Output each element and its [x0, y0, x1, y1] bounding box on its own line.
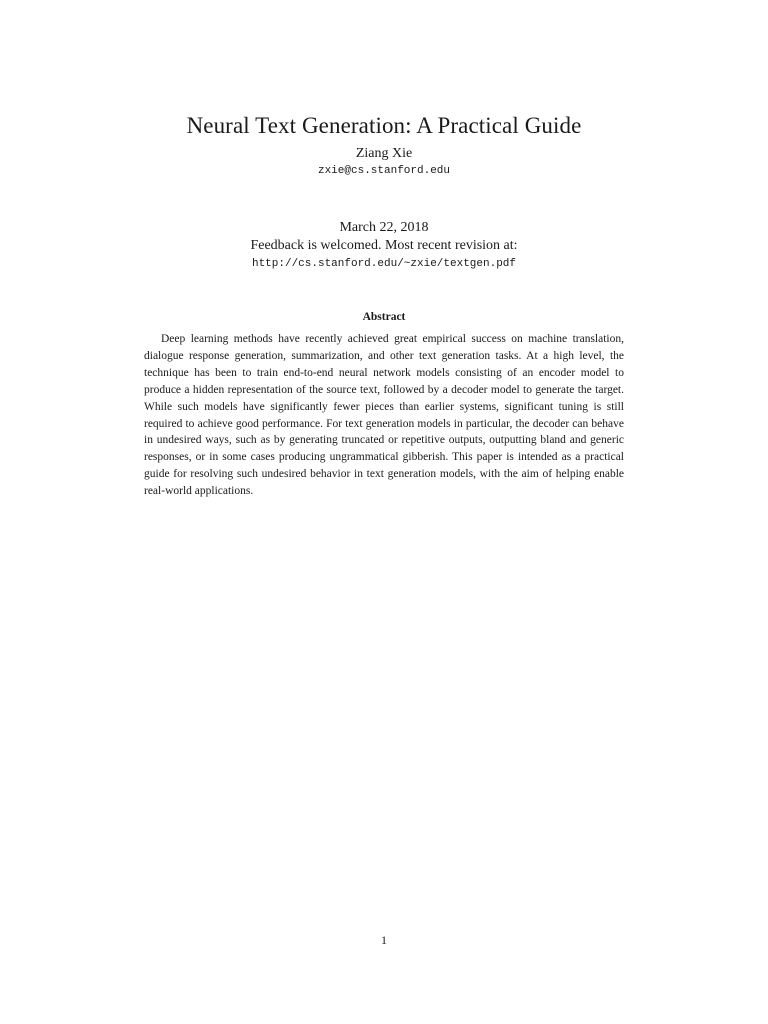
abstract-body: Deep learning methods have recently achieved great empirical success on machine translation, dialogue response generation, summarization, and other text generation tasks. At a high level, the technique has been to train end-to-end neural network models consisting of an encoder model to produce a hidden representation of the source text, followed by a decoder model to generate the target. While such models have significantly fewer pieces than earlier systems, significant tuning is still required to achieve good performance. For text generation models in particular, the decoder can behave in undesired ways, such as by generating truncated or repetitive outputs, outputting bland and generic responses, or in some cases producing ungrammatical gibberish. This paper is intended as a practical guide for resolving such undesired behavior in text generation models, with the aim of helping enable real-world applications. [144, 333, 624, 498]
revision-url: http://cs.stanford.edu/~zxie/textgen.pdf [251, 258, 517, 270]
page-number: 1 [381, 933, 387, 947]
paper-date: March 22, 2018 [339, 220, 429, 235]
paper-title: Neural Text Generation: A Practical Guide [186, 113, 582, 138]
author-email: zxie@cs.stanford.edu [317, 165, 451, 177]
author-name: Ziang Xie [355, 146, 413, 161]
feedback-note: Feedback is welcomed. Most recent revision at: [250, 238, 518, 253]
abstract-heading: Abstract [362, 311, 406, 323]
